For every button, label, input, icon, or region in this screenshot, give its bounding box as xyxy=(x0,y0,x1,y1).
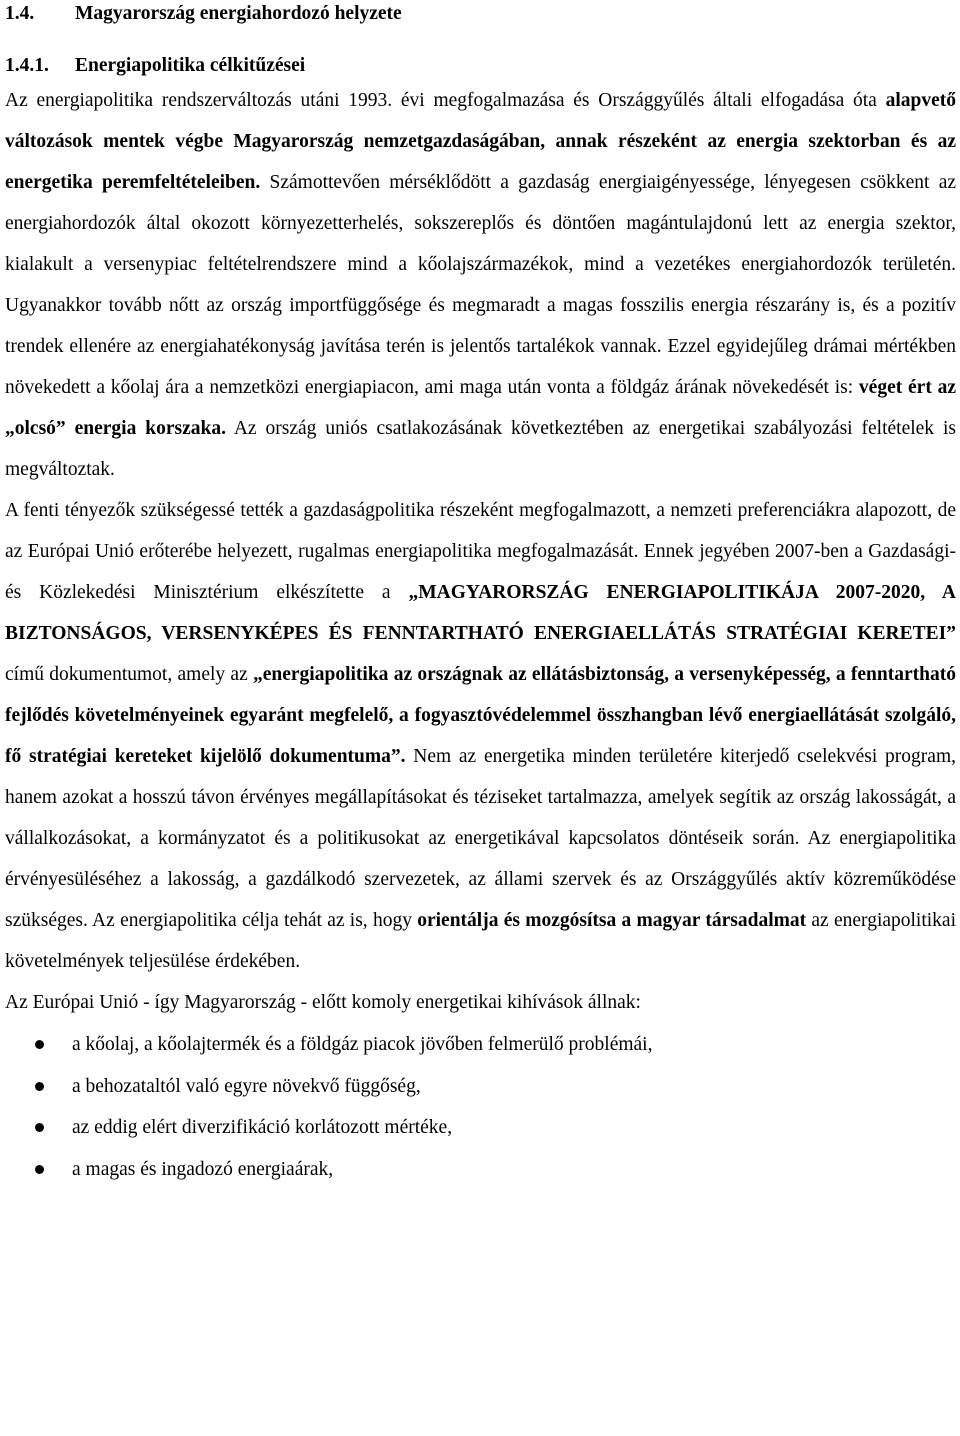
list-item-text: a kőolaj, a kőolajtermék és a földgáz piacok jövőben felmerülő problémái, xyxy=(72,1034,653,1055)
section-title: Magyarország energiahordozó helyzete xyxy=(75,3,402,24)
text-run: A fenti tényezők szükségessé tették a gazdaságpolitika részeként megfogalmazott, a nemzeti preferenciákra alapozott, de az Európai Unió erőterébe helyezett, rugalmas energiapolitika megfogalmazását. Ennek jegyében 2007-ben a Gazdasági- és Közlekedési Minisztérium elkészítette a xyxy=(5,500,956,603)
bold-run: alapvető változások mentek végbe Magyarország nemzetgazdaságában, annak részeként az energia szektorban és az energetika peremfeltételeiben. xyxy=(5,90,956,193)
text-run: Számottevően mérséklődött a gazdaság energiaigényessége, lényegesen csökkent az energiahordozók által okozott környezetterhelés, sokszereplős és döntően magántulajdonú lett az energia szektor, kialakult a versenypiac feltételrendszere mind a kőolajszármazékok, mind a vezetékes energiahordozók területén. Ugyanakkor tovább nőtt az ország importfüggősége és megmaradt a magas fosszilis energia részarány is, és a pozitív trendek ellenére az energiahatékonyság javítása terén is jelentős tartalékok vannak. Ezzel egyidejűleg drámai mértékben növekedett a kőolaj ára a nemzetközi energiapiacon, ami maga után vonta a földgáz árának növekedését is: xyxy=(5,172,956,398)
bold-run: véget ért az „olcsó” energia korszaka. xyxy=(5,377,956,439)
bullet-icon xyxy=(35,1165,44,1174)
text-run: Az energiapolitika rendszerváltozás utáni 1993. évi megfogalmazása és Országgyűlés általi elfogadása óta xyxy=(5,90,886,111)
bullet-icon xyxy=(35,1040,44,1049)
bold-run: „MAGYARORSZÁG ENERGIAPOLITIKÁJA 2007-2020, A BIZTONSÁGOS, VERSENYKÉPES ÉS FENNTARTHATÓ ENERGIAELLÁTÁS STRATÉGIAI KERETEI” xyxy=(5,582,956,644)
list-item xyxy=(5,1066,956,1108)
paragraph-energy-policy-changes xyxy=(5,80,956,490)
subsection-title: Energiapolitika célkitűzései xyxy=(75,55,306,76)
text-run: című dokumentumot, amely az xyxy=(5,664,253,685)
section-heading xyxy=(5,0,956,28)
list-item xyxy=(5,1107,956,1149)
paragraph-energy-policy-document xyxy=(5,490,956,982)
challenges-list xyxy=(5,1024,956,1190)
paragraph-eu-challenges xyxy=(5,982,956,1023)
text-run: Az Európai Unió - így Magyarország - előtt komoly energetikai kihívások állnak: xyxy=(5,992,641,1013)
document-page xyxy=(5,0,956,1190)
text-run: Nem az energetika minden területére kiterjedő cselekvési program, hanem azokat a hosszú távon érvényes megállapításokat és téziseket tartalmazza, amelyek segítik az ország lakosságát, a vállalkozásokat, a kormányzatot és a politikusokat az energetikával kapcsolatos döntéseik során. Az energiapolitika érvényesüléséhez a lakosság, a gazdálkodó szervezetek, az állami szervek és az Országgyűlés aktív közreműködése szükséges. Az energiapolitika célja tehát az is, hogy xyxy=(5,746,956,931)
list-item xyxy=(5,1149,956,1191)
bold-run: „energiapolitika az országnak az ellátásbiztonság, a versenyképesség, a fenntartható fejlődés követelményeinek egyaránt megfelelő, a fogyasztóvédelemmel összhangban lévő energiaellátását szolgáló, fő stratégiai kereteket kijelölő dokumentuma”. xyxy=(5,664,956,767)
list-item-text: az eddig elért diverzifikáció korlátozott mértéke, xyxy=(72,1117,453,1138)
subsection-heading xyxy=(5,54,956,80)
section-number: 1.4. xyxy=(5,3,35,24)
bullet-icon xyxy=(35,1082,44,1091)
bold-run: orientálja és mozgósítsa a magyar társadalmat xyxy=(417,910,807,931)
text-run: Az ország uniós csatlakozásának következtében az energetikai szabályozási feltételek is megváltoztak. xyxy=(5,418,956,480)
text-run: az energiapolitikai követelmények teljesülése érdekében. xyxy=(5,910,957,972)
list-item xyxy=(5,1024,956,1066)
subsection-number: 1.4.1. xyxy=(5,55,49,76)
list-item-text: a magas és ingadozó energiaárak, xyxy=(72,1158,334,1180)
list-item-text: a behozataltól való egyre növekvő függőség, xyxy=(72,1075,421,1097)
bullet-icon xyxy=(35,1123,44,1132)
